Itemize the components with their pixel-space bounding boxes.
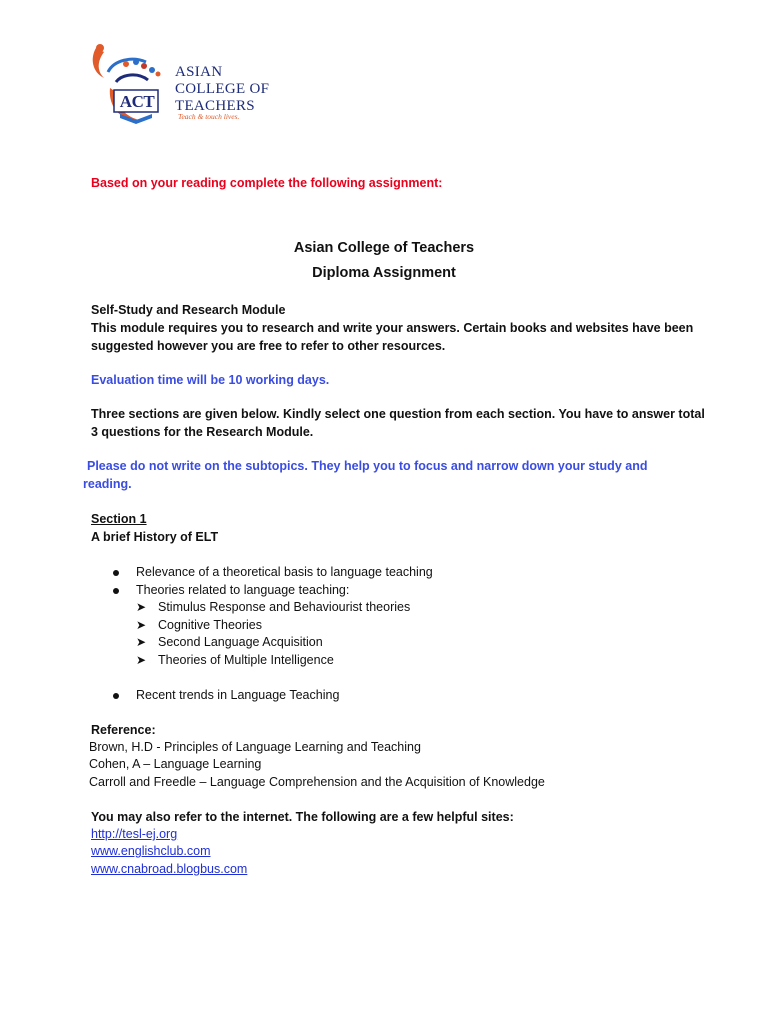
section1-title: A brief History of ELT: [91, 530, 219, 544]
section1-subitem-3: Second Language Acquisition: [158, 635, 323, 649]
sections-note-line2: 3 questions for the Research Module.: [91, 425, 314, 439]
reference-item: Carroll and Freedle – Language Comprehension and the Acquisition of Knowledge: [89, 775, 545, 789]
arrow-bullet-icon: ➤: [136, 653, 147, 667]
module-description-line2: suggested however you are free to refer to other resources.: [91, 339, 446, 353]
section1-bullet-3: Recent trends in Language Teaching: [136, 688, 340, 702]
internet-note: You may also refer to the internet. The following are a few helpful sites:: [91, 810, 514, 824]
link-englishclub[interactable]: www.englishclub.com: [91, 844, 211, 858]
logo-line-asian: ASIAN: [175, 64, 223, 80]
section1-subitem-1: Stimulus Response and Behaviourist theories: [158, 600, 411, 614]
act-emblem-icon: [86, 42, 176, 130]
reference-item: Cohen, A – Language Learning: [89, 757, 262, 771]
section1-bullet-2: Theories related to language teaching:: [136, 583, 350, 597]
link-tesl-ej[interactable]: http://tesl-ej.org: [91, 827, 178, 841]
document-subtitle: Diploma Assignment: [312, 265, 456, 281]
section1-bullet-1: Relevance of a theoretical basis to language teaching: [136, 565, 433, 579]
subtopics-note-line1: Please do not write on the subtopics. They help you to focus and narrow down your study and: [87, 459, 648, 473]
section1-subitem-4: Theories of Multiple Intelligence: [158, 653, 334, 667]
document-title: Asian College of Teachers: [293, 240, 475, 256]
act-logo: [86, 42, 286, 130]
bullet-icon: [113, 588, 119, 594]
intro-instruction: Based on your reading complete the following assignment:: [91, 176, 443, 190]
evaluation-note: Evaluation time will be 10 working days.: [91, 373, 330, 387]
module-heading: Self-Study and Research Module: [91, 303, 286, 317]
reference-label: Reference:: [91, 723, 156, 737]
link-cnabroad-blogbus[interactable]: www.cnabroad.blogbus.com: [91, 862, 248, 876]
bullet-icon: [113, 693, 119, 699]
act-emblem-text: ACT: [119, 92, 155, 111]
sections-note-line1: Three sections are given below. Kindly select one question from each section. You have to answer total: [91, 407, 705, 421]
bullet-icon: [113, 570, 119, 576]
section1-subitem-2: Cognitive Theories: [158, 618, 262, 632]
section1-label: Section 1: [91, 512, 147, 526]
subtopics-note-line2: reading.: [83, 477, 132, 491]
logo-line-college-of: COLLEGE OF: [175, 81, 270, 97]
reference-item: Brown, H.D - Principles of Language Learning and Teaching: [89, 740, 421, 754]
arrow-bullet-icon: ➤: [136, 618, 147, 632]
arrow-bullet-icon: ➤: [136, 600, 147, 614]
logo-tagline: Teach & touch lives.: [178, 112, 240, 121]
logo-line-teachers: TEACHERS: [175, 98, 255, 114]
arrow-bullet-icon: ➤: [136, 635, 147, 649]
module-description-line1: This module requires you to research and write your answers. Certain books and websites have been: [91, 321, 694, 335]
